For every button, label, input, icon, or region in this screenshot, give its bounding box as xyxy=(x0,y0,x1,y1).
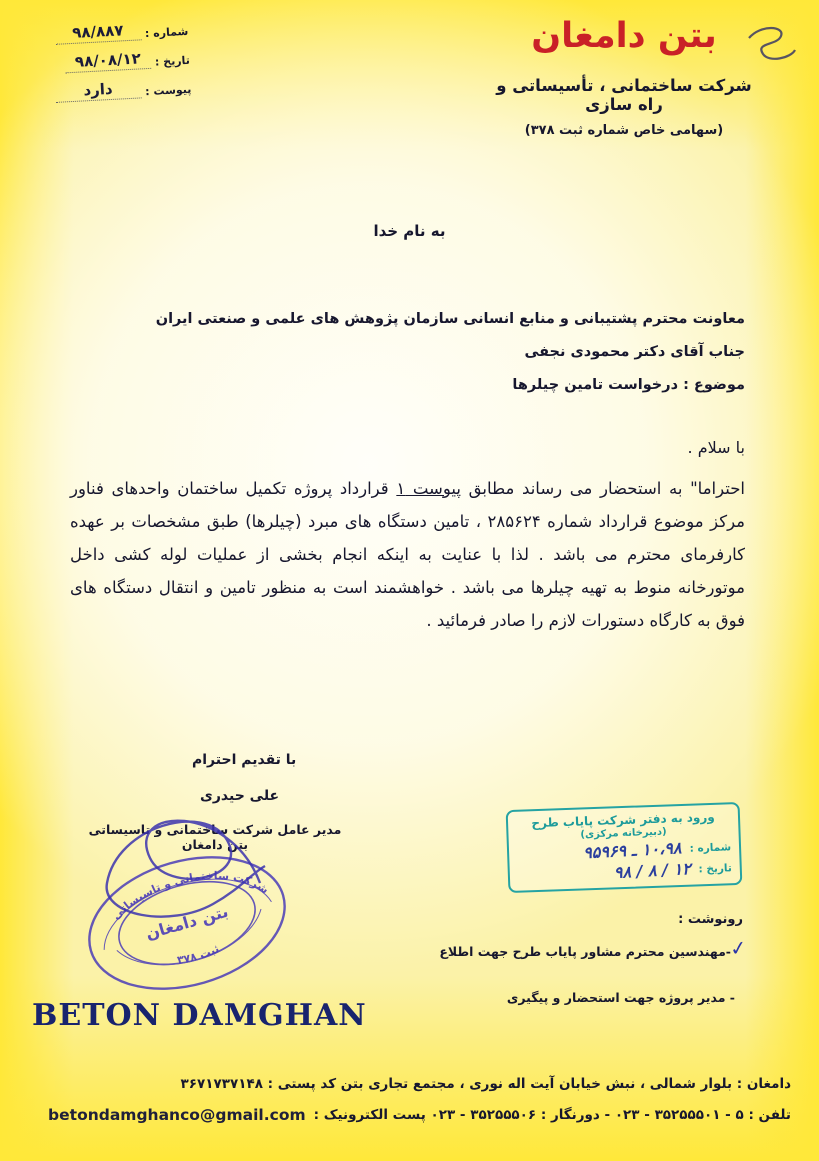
company-registration: (سهامی خاص شماره ثبت ۳۷۸) xyxy=(524,123,724,138)
footer-phone-fax: تلفن : ۵ - ۳۵۲۵۵۵۰۱ - ۰۲۳ - دورنگار : ۳۵۲۵۵۵۰۶ - ۰۲۳ پست الکترونیک : xyxy=(313,1107,791,1123)
date-value: ۹۸/۰۸/۱۲ xyxy=(64,49,151,73)
recipient-line2: جناب آقای دکتر محمودی نجفی xyxy=(524,344,745,360)
registry-date-label: تاریخ : xyxy=(698,861,732,875)
letter-meta-block xyxy=(28,18,192,113)
attachment-label: پیوست : xyxy=(144,82,192,99)
footer-contact-line xyxy=(48,1106,791,1124)
letter-body xyxy=(70,472,745,637)
seal-ring-top-text: شرکت ساختمانی و تاسیساتی xyxy=(109,869,272,923)
cc-label: رونوشت : xyxy=(678,912,743,927)
number-value: ۹۸/۸۸۷ xyxy=(54,20,141,44)
recipient-block xyxy=(156,303,745,402)
recipient-line1: معاونت محترم پشتیبانی و منابع انسانی سازمان پژوهش های علمی و صنعتی ایران xyxy=(155,311,745,327)
body-text-underlined: پیوست ۱ xyxy=(396,479,461,498)
registry-date-value: ۱۲ / ۸ / ۹۸ xyxy=(613,859,691,883)
registry-stamp-title: ورود به دفتر شرکت پایاب طرح xyxy=(531,809,715,831)
meta-attachment-row xyxy=(31,76,192,104)
subject-line: موضوع : درخواست تامین چیلرها xyxy=(512,377,745,393)
registry-stamp-subtitle: (دبیرخانه مرکزی) xyxy=(580,826,667,841)
footer-address: دامغان : بلوار شمالی ، نبش خیابان آیت اله نوری ، مجتمع تجاری بتن کد پستی : ۳۶۷۱۷۳۷۱۴۸ xyxy=(180,1076,791,1092)
number-label: شماره : xyxy=(144,24,189,41)
registry-stamp xyxy=(506,802,743,893)
registry-number-label: شماره : xyxy=(689,840,732,855)
company-subtitle: شرکت ساختمانی ، تأسیساتی و راه سازی xyxy=(496,76,752,114)
seal-ring-bottom-text: ثبت ۳۷۸ xyxy=(176,942,222,967)
company-name: بتن دامغان xyxy=(531,16,717,56)
meta-date-row xyxy=(29,47,190,75)
footer-email: betondamghanco@gmail.com xyxy=(48,1106,306,1124)
bismillah: به نام خدا xyxy=(373,222,446,240)
signature-name: علی حیدری xyxy=(200,788,280,804)
seal-center-text: بتن دامغان xyxy=(143,901,231,944)
latin-company-name: BETON DAMGHAN xyxy=(32,998,367,1033)
cc-item-project-manager: - مدیر پروژه جهت استحضار و پیگیری xyxy=(506,990,735,1005)
signature-title: مدیر عامل شرکت ساختمانی و تاسیساتی بتن دامغان xyxy=(88,822,342,852)
body-text-part2: قرارداد پروژه تکمیل ساختمان واحدهای فناور مرکز موضوع قرارداد شماره ۲۸۵۶۲۴ ، تامین دستگاه های مبرد (چیلرها) طبق مشخصات بر عهده کارفرمای محترم می باشد . لذا با عنایت به اینکه انجام بخشی از عملیات لوله کشی داخل موتورخانه منوط به تهیه چیلرها می باشد . خواهشمند است به منظور تامین و انتقال دستگاه های فوق به کارگاه دستورات لازم را صادر فرمائید . xyxy=(70,479,746,630)
meta-number-row xyxy=(28,18,189,46)
check-mark-icon: ✓ xyxy=(728,934,749,962)
cc-item-consultant: -مهندسین محترم مشاور پایاب طرح جهت اطلاع xyxy=(439,944,731,959)
date-label: تاریخ : xyxy=(154,53,191,69)
body-text-part1: احتراما" به استحضار می رساند مطابق xyxy=(460,479,745,498)
salutation: با سلام . xyxy=(687,438,745,457)
ink-scribble xyxy=(741,20,805,72)
letterhead xyxy=(484,16,764,138)
signature-closing: با تقدیم احترام xyxy=(192,752,297,768)
registry-number-value: ۱۰،۹۸ ـ ۹۵۹۶۹ xyxy=(582,838,683,863)
attachment-value: دارد xyxy=(55,78,142,102)
handwritten-signature xyxy=(55,788,305,968)
